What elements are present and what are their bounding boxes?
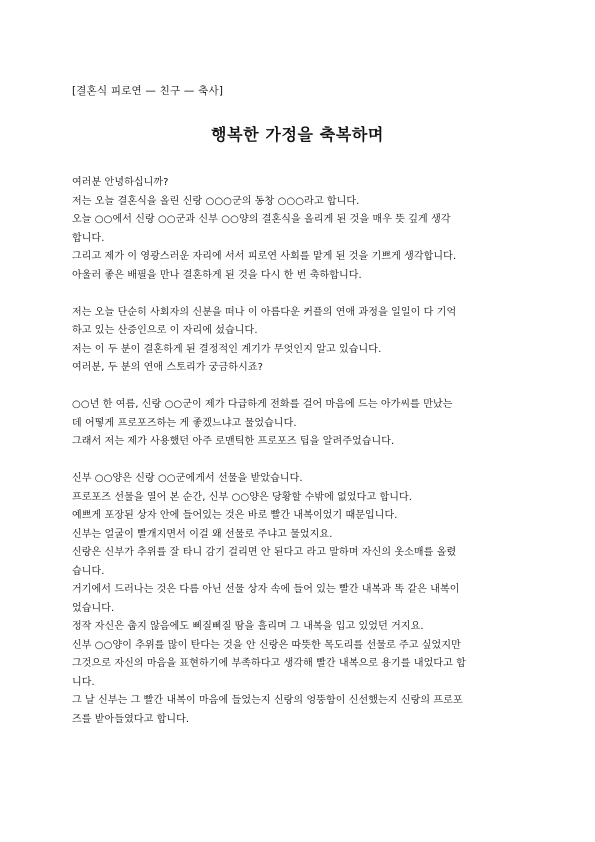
text-line: 여러분, 두 분의 연애 스토리가 궁금하시죠?: [72, 362, 263, 373]
text-line: 그것으로 자신의 마음을 표현하기에 부족하다고 생각해 빨간 내복으로 용기를 내었다고 합: [72, 658, 466, 669]
document-title: 행복한 가정을 축복하며: [211, 125, 384, 144]
document-body: [72, 174, 524, 748]
text-line: 저는 오늘 결혼식을 올린 신랑 ○○○군의 동창 ○○○라고 합니다.: [72, 195, 360, 207]
text-line: 즈를 받아들였다고 합니다.: [72, 713, 190, 725]
text-line: 여러분 안녕하십니까?: [72, 177, 169, 188]
text-line: 신부 ○○양은 신랑 ○○군에게서 선물을 받았습니다.: [72, 473, 303, 484]
paragraph: [72, 396, 524, 452]
text-line: 그래서 저는 제가 사용했던 아주 로맨틱한 프로포즈 팁을 알려주었습니다.: [72, 436, 395, 447]
text-line: 었습니다.: [72, 602, 115, 614]
text-line: 저는 이 두 분이 결혼하게 된 결정적인 계기가 무엇인지 알고 있습니다.: [72, 343, 382, 355]
text-line: 거기에서 드러나는 것은 다름 아닌 선물 상자 속에 들어 있는 빨간 내복과 똑 같은 내복이: [72, 584, 460, 595]
text-line: ○○년 한 여름, 신랑 ○○군이 제가 다급하게 전화를 걸어 마음에 드는 아가씨를 만났는: [72, 399, 453, 410]
text-line: 그리고 제가 이 영광스러운 자리에 서서 피로연 사회를 맡게 된 것을 기쁘게 생각합니다.: [72, 251, 457, 262]
paragraph: [72, 174, 524, 285]
text-line: 신랑은 신부가 추위를 잘 타니 감기 걸리면 안 된다고 라고 말하며 자신의 옷소매를 올렸: [72, 547, 457, 558]
text-line: 하고 있는 산증인으로 이 자리에 섰습니다.: [72, 325, 258, 336]
text-line: 신부 ○○양이 추위를 많이 탄다는 것을 안 신랑은 따뜻한 목도리를 선물로 주고 싶었지만: [72, 639, 461, 651]
text-line: 데 어떻게 프로포즈하는 게 좋겠느냐고 물었습니다.: [72, 417, 297, 429]
text-line: 예쁘게 포장된 상자 안에 들어있는 것은 바로 빨간 내복이었기 때문입니다.: [72, 510, 398, 521]
paragraph: [72, 470, 524, 729]
text-line: 오늘 ○○에서 신랑 ○○군과 신부 ○○양의 결혼식을 올리게 된 것을 매우 뜻 깊게 생각: [72, 214, 451, 225]
text-line: 프로포즈 선물을 열어 본 순간, 신부 ○○양은 당황할 수밖에 없었다고 합니다.: [72, 491, 413, 503]
text-line: 정작 자신은 춥지 않음에도 삐질삐질 땀을 흘리며 그 내복을 입고 있었던 거지요.: [72, 621, 424, 632]
text-line: 합니다.: [72, 232, 105, 244]
document-category-tag: [결혼식 피로연 — 친구 — 축사]: [72, 85, 224, 97]
text-line: 아울러 좋은 배필을 만나 결혼하게 된 것을 다시 한 번 축하합니다.: [72, 269, 362, 281]
text-line: 저는 오늘 단순히 사회자의 신분을 떠나 이 아름다운 커플의 연애 과정을 일일이 다 기억: [72, 306, 457, 318]
paragraph: [72, 304, 524, 378]
text-line: 신부는 얼굴이 빨개지면서 이걸 왜 선물로 주냐고 물었지요.: [72, 528, 333, 540]
text-line: 니다.: [72, 676, 95, 688]
text-line: 습니다.: [72, 565, 105, 577]
text-line: 그 날 신부는 그 빨간 내복이 마음에 들었는지 신랑의 엉뚱함이 신선했는지 신랑의 프로포: [72, 695, 463, 706]
